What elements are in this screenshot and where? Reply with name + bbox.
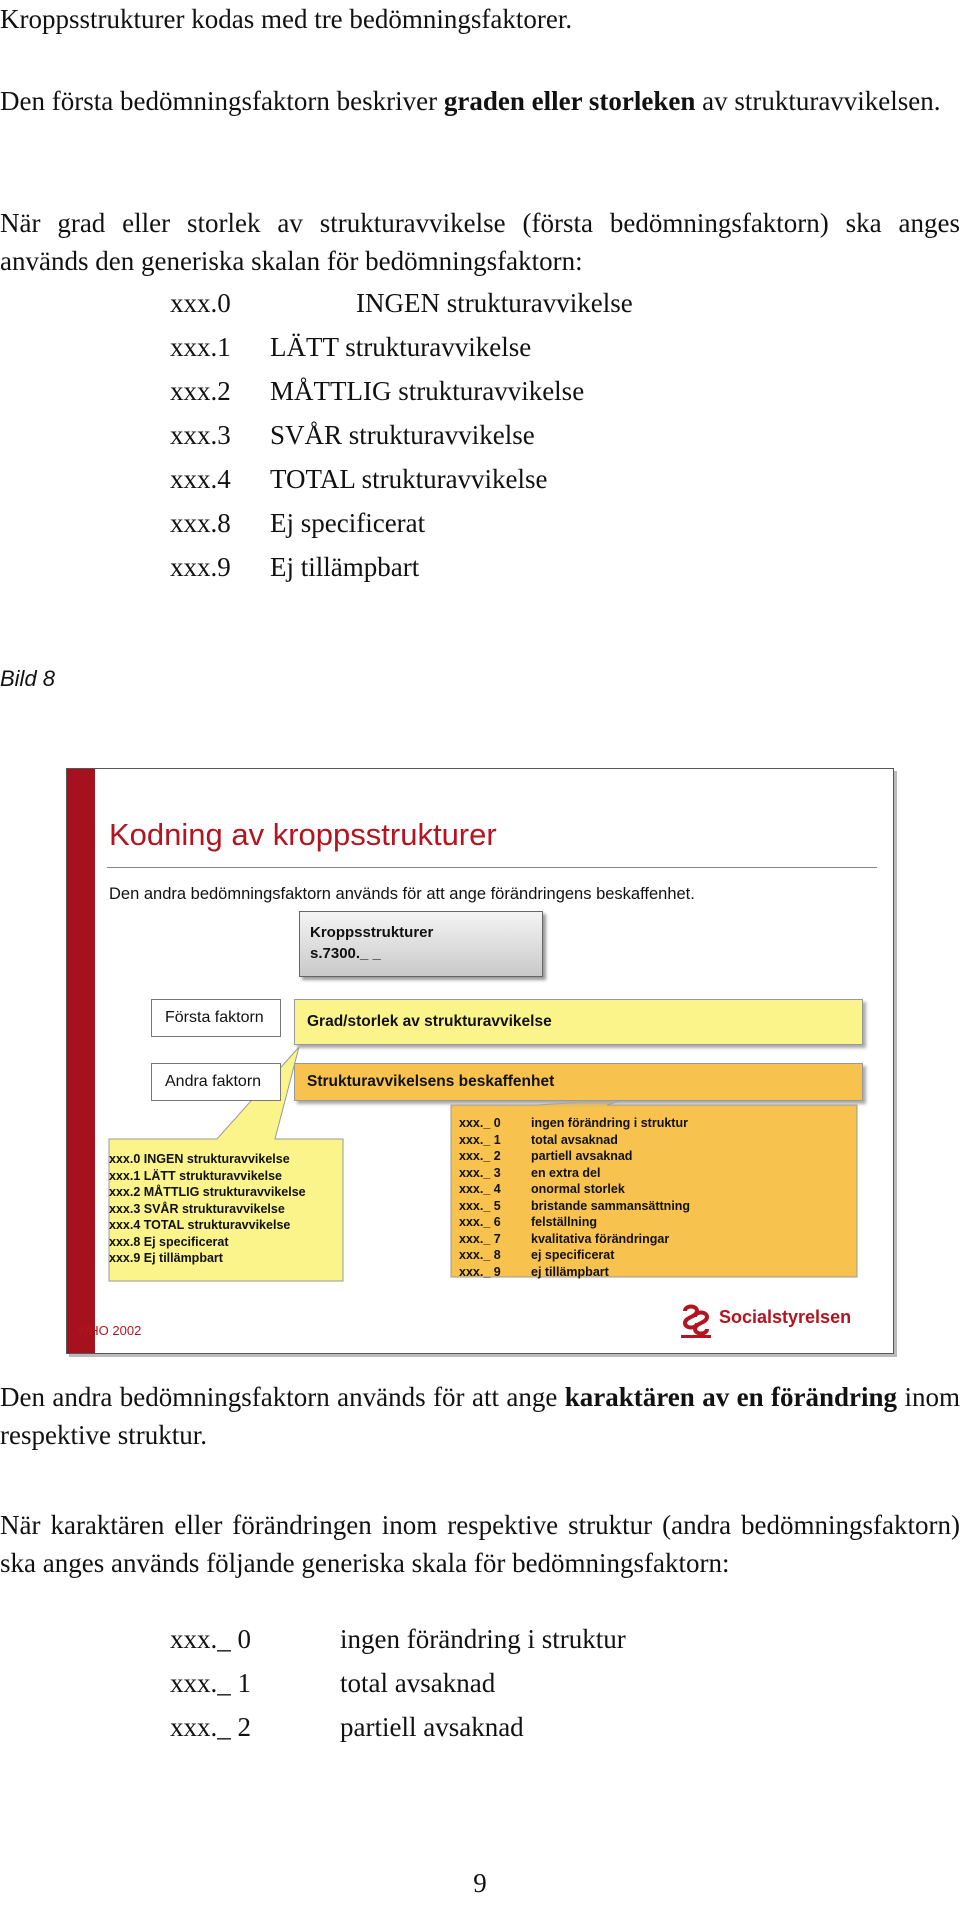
code: xxx._ 6 bbox=[459, 1215, 501, 1229]
code-text: kvalitativa förändringar bbox=[531, 1231, 670, 1246]
scale-code: xxx.1 bbox=[170, 332, 231, 362]
code-text: bristande sammansättning bbox=[531, 1198, 691, 1213]
code-text: total avsaknad bbox=[531, 1132, 618, 1147]
scale-text: LÄTT strukturavvikelse bbox=[270, 332, 532, 362]
code: xxx._ 1 bbox=[459, 1132, 501, 1147]
first-factor-label: Första faktorn bbox=[151, 999, 281, 1037]
scale-code: xxx.9 bbox=[170, 552, 231, 582]
code-text: ej tillämpbart bbox=[531, 1264, 609, 1279]
code-text: en extra del bbox=[531, 1165, 601, 1180]
scale-text: INGEN strukturavvikelse bbox=[356, 288, 633, 318]
code-list-item: xxx.1 LÄTT strukturavvikelse bbox=[109, 1168, 282, 1183]
code-list-item: xxx.0 INGEN strukturavvikelse bbox=[109, 1152, 290, 1166]
code-text: ej specificerat bbox=[531, 1248, 615, 1262]
paragraph-text: av strukturavvikelsen. bbox=[695, 86, 941, 116]
code-text: onormal storlek bbox=[531, 1182, 625, 1196]
slide-figure bbox=[66, 768, 894, 1354]
first-scale-intro-paragraph: När grad eller storlek av strukturavvikelse (första bedömningsfaktorn) ska anges används den generiska skalan för bedömningsfaktorn: bbox=[0, 208, 960, 276]
scale-code: xxx._ 1 bbox=[170, 1668, 251, 1698]
page-number: 9 bbox=[473, 1868, 487, 1898]
paragraph-text: Den andra bedömningsfaktorn används för att ange bbox=[0, 1382, 565, 1412]
scale-text: Ej tillämpbart bbox=[270, 552, 420, 582]
who-source-label: WHO 2002 bbox=[77, 1323, 142, 1338]
scale-code: xxx._ 0 bbox=[170, 1624, 251, 1654]
code-list-item: xxx.3 SVÅR strukturavvikelse bbox=[109, 1201, 285, 1216]
scale-text: ingen förändring i struktur bbox=[340, 1624, 626, 1654]
scale-code: xxx.0 bbox=[170, 288, 231, 318]
socialstyrelsen-logo bbox=[679, 1301, 879, 1341]
scale-text: TOTAL strukturavvikelse bbox=[270, 464, 548, 494]
paragraph-bold-text: karaktären av en förändring bbox=[564, 1382, 898, 1412]
scale-text: total avsaknad bbox=[340, 1668, 496, 1698]
code: xxx._ 9 bbox=[459, 1264, 501, 1279]
scale-code: xxx.2 bbox=[170, 376, 231, 406]
second-scale-intro-paragraph: När karaktären eller förändringen inom respektive struktur (andra bedömningsfaktorn) ska anges används följande generiska skala för bedömningsfaktorn: bbox=[0, 1510, 960, 1578]
scale-text: Ej specificerat bbox=[270, 508, 426, 538]
code-box-title: Kroppsstrukturer bbox=[310, 924, 434, 941]
code: xxx._ 0 bbox=[459, 1116, 501, 1130]
first-factor-description: Grad/storlek av strukturavvikelse bbox=[294, 999, 863, 1045]
code: xxx._ 3 bbox=[459, 1165, 501, 1180]
code-list-item: xxx.2 MÅTTLIG strukturavvikelse bbox=[109, 1185, 306, 1199]
scale-code: xxx.4 bbox=[170, 464, 231, 494]
intro-paragraph: Kroppsstrukturer kodas med tre bedömningsfaktorer. bbox=[0, 4, 573, 34]
code: xxx._ 7 bbox=[459, 1231, 501, 1246]
code: xxx._ 5 bbox=[459, 1198, 501, 1213]
code: xxx._ 4 bbox=[459, 1182, 501, 1196]
slide-subtitle: Den andra bedömningsfaktorn används för att ange förändringens beskaffenhet. bbox=[109, 885, 695, 903]
second-factor-description: Strukturavvikelsens beskaffenhet bbox=[294, 1063, 863, 1101]
code-list-item: xxx.4 TOTAL strukturavvikelse bbox=[109, 1218, 291, 1232]
logo-text: Socialstyrelsen bbox=[719, 1307, 852, 1327]
second-factor-label: Andra faktorn bbox=[151, 1063, 281, 1101]
socialstyrelsen-emblem-icon bbox=[679, 1303, 715, 1339]
first-factor-code-list bbox=[109, 1151, 306, 1267]
scale-text: SVÅR strukturavvikelse bbox=[270, 420, 535, 450]
scale-text: MÅTTLIG strukturavvikelse bbox=[270, 376, 585, 406]
paragraph-text: Den första bedömningsfaktorn beskriver bbox=[0, 86, 444, 116]
paragraph-text: inom respektive struktur. bbox=[0, 1382, 960, 1450]
paragraph-bold-text: graden eller storleken bbox=[443, 86, 696, 116]
code: xxx._ 8 bbox=[459, 1248, 501, 1262]
code-list-item: xxx.9 Ej tillämpbart bbox=[109, 1251, 223, 1265]
slide-title: Kodning av kroppsstrukturer bbox=[109, 817, 497, 852]
code-box-code: s.7300._ _ bbox=[310, 945, 381, 962]
scale-code: xxx.8 bbox=[170, 508, 231, 538]
first-factor-paragraph bbox=[0, 82, 960, 120]
second-factor-paragraph bbox=[0, 1378, 960, 1454]
code-text: ingen förändring i struktur bbox=[531, 1116, 688, 1130]
code-text: partiell avsaknad bbox=[531, 1149, 633, 1163]
scale-text: partiell avsaknad bbox=[340, 1712, 524, 1742]
scale-code: xxx.3 bbox=[170, 420, 231, 450]
code: xxx._ 2 bbox=[459, 1149, 501, 1163]
figure-caption: Bild 8 bbox=[0, 666, 56, 691]
code-list-item: xxx.8 Ej specificerat bbox=[109, 1234, 229, 1249]
code-text: felställning bbox=[531, 1215, 597, 1229]
scale-code: xxx._ 2 bbox=[170, 1712, 251, 1742]
